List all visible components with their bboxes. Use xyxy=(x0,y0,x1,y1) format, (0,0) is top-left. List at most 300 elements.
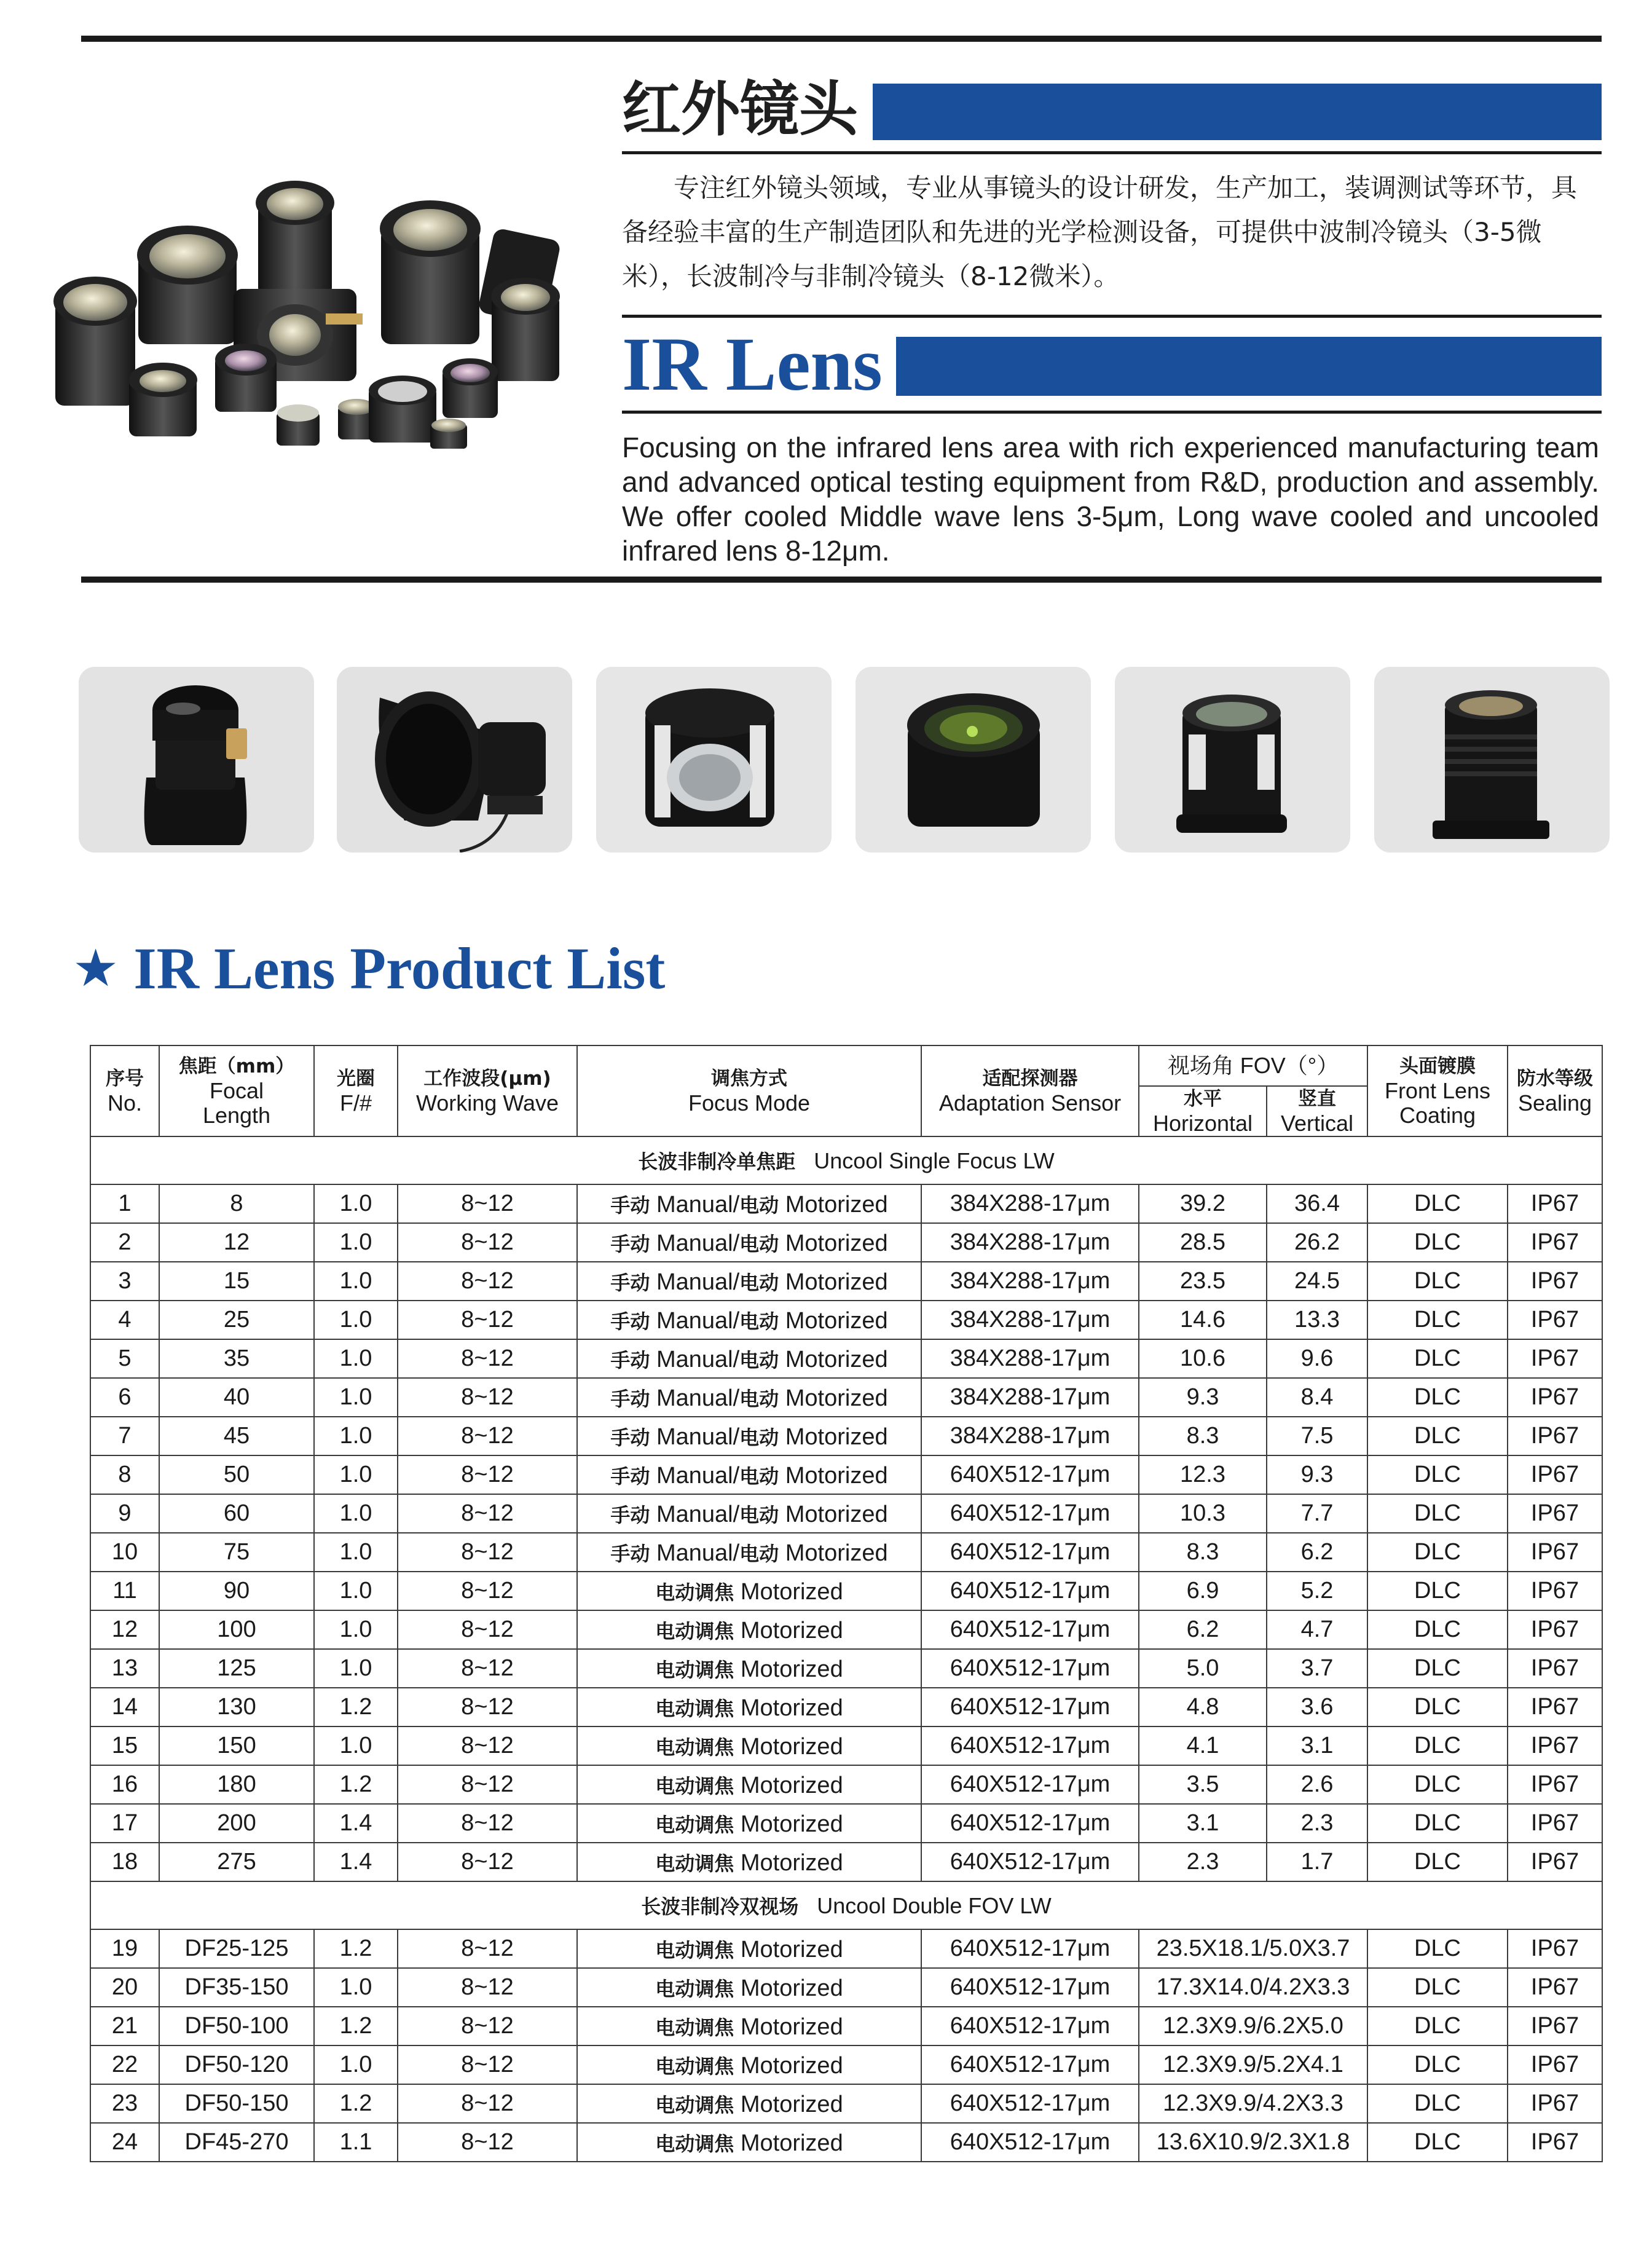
cell-focal: 275 xyxy=(159,1843,314,1881)
cell-no: 14 xyxy=(90,1688,159,1726)
cell-coating: DLC xyxy=(1367,1339,1508,1378)
cell-sealing: IP67 xyxy=(1508,1339,1602,1378)
cell-vertical: 4.7 xyxy=(1267,1610,1367,1649)
focus-cn-2: 电动 xyxy=(739,1387,779,1411)
cell-aperture: 1.0 xyxy=(314,1417,398,1455)
focus-cn: 电动调焦 xyxy=(655,2132,734,2156)
cell-sensor: 640X512-17μm xyxy=(921,1688,1139,1726)
cell-vertical: 8.4 xyxy=(1267,1378,1367,1417)
cell-sealing: IP67 xyxy=(1508,1417,1602,1455)
cell-horizontal: 2.3 xyxy=(1139,1843,1267,1881)
cell-wave: 8~12 xyxy=(398,1843,577,1881)
cell-sensor: 384X288-17μm xyxy=(921,1339,1139,1378)
cell-aperture: 1.2 xyxy=(314,2007,398,2045)
cell-vertical: 7.5 xyxy=(1267,1417,1367,1455)
focus-cn-2: 电动 xyxy=(739,1503,779,1527)
cell-coating: DLC xyxy=(1367,2045,1508,2084)
cell-focal: 12 xyxy=(159,1223,314,1262)
focus-cn: 手动 xyxy=(610,1503,650,1527)
cell-focal: 125 xyxy=(159,1649,314,1688)
cell-coating: DLC xyxy=(1367,1301,1508,1339)
cell-sensor: 640X512-17μm xyxy=(921,2123,1139,2162)
focus-en-2: Motorized xyxy=(785,1307,888,1334)
section-title-cn: 长波非制冷双视场 xyxy=(641,1895,799,1918)
cell-horizontal: 8.3 xyxy=(1139,1533,1267,1572)
focus-en-2: Motorized xyxy=(785,1462,888,1489)
cell-sealing: IP67 xyxy=(1508,1223,1602,1262)
table-row xyxy=(90,1726,1602,1765)
focus-cn: 电动调焦 xyxy=(655,1977,734,2001)
cell-wave: 8~12 xyxy=(398,1533,577,1572)
focus-en: Motorized xyxy=(740,1936,843,1963)
cell-focal: DF45-270 xyxy=(159,2123,314,2162)
cell-aperture: 1.0 xyxy=(314,1726,398,1765)
cell-sealing: IP67 xyxy=(1508,1572,1602,1610)
product-list-title-text: IR Lens Product List xyxy=(133,935,666,1001)
cell-no: 12 xyxy=(90,1610,159,1649)
cell-sealing: IP67 xyxy=(1508,1688,1602,1726)
cell-focal: 100 xyxy=(159,1610,314,1649)
cell-aperture: 1.0 xyxy=(314,1968,398,2007)
cell-sensor: 384X288-17μm xyxy=(921,1378,1139,1417)
cell-vertical: 1.7 xyxy=(1267,1843,1367,1881)
cell-sensor: 640X512-17μm xyxy=(921,1533,1139,1572)
cell-no: 2 xyxy=(90,1223,159,1262)
cell-horizontal: 6.2 xyxy=(1139,1610,1267,1649)
focus-en: Motorized xyxy=(740,1578,843,1605)
cell-horizontal: 3.1 xyxy=(1139,1804,1267,1843)
cell-coating: DLC xyxy=(1367,1765,1508,1804)
cell-sensor: 640X512-17μm xyxy=(921,1726,1139,1765)
cell-no: 1 xyxy=(90,1184,159,1223)
heading-en: IR Lens xyxy=(622,322,883,406)
cell-sensor: 640X512-17μm xyxy=(921,1649,1139,1688)
cell-fov: 13.6X10.9/2.3X1.8 xyxy=(1139,2123,1367,2162)
focus-en: Manual/ xyxy=(656,1269,740,1295)
table-row xyxy=(90,1572,1602,1610)
table-row xyxy=(90,2084,1602,2123)
cell-focus-mode xyxy=(577,1843,921,1881)
table-row xyxy=(90,1339,1602,1378)
cell-no: 7 xyxy=(90,1417,159,1455)
cell-sensor: 384X288-17μm xyxy=(921,1262,1139,1301)
focus-en-2: Motorized xyxy=(785,1346,888,1372)
cell-vertical: 5.2 xyxy=(1267,1572,1367,1610)
cell-focal: 75 xyxy=(159,1533,314,1572)
cell-coating: DLC xyxy=(1367,1378,1508,1417)
cell-focus-mode xyxy=(577,1301,921,1339)
cell-coating: DLC xyxy=(1367,2007,1508,2045)
paragraph-cn-divider xyxy=(622,315,1602,318)
focus-en: Motorized xyxy=(740,1656,843,1682)
focus-en: Motorized xyxy=(740,1695,843,1721)
cell-coating: DLC xyxy=(1367,1726,1508,1765)
cell-no: 24 xyxy=(90,2123,159,2162)
focus-en-2: Motorized xyxy=(785,1423,888,1450)
focus-cn: 电动调焦 xyxy=(655,1774,734,1798)
cell-fov: 12.3X9.9/5.2X4.1 xyxy=(1139,2045,1367,2084)
cell-vertical: 6.2 xyxy=(1267,1533,1367,1572)
table-row xyxy=(90,1455,1602,1494)
paragraph-en: Focusing on the infrared lens area with rich experienced manufacturing team and advanced optical testing equipment from R&D, production and assembly. We offer cooled Middle wave lens 3-5μm, Long wave cooled and uncooled infrared lens 8-12μm. xyxy=(622,431,1599,567)
cell-wave: 8~12 xyxy=(398,1339,577,1378)
table-row xyxy=(90,1378,1602,1417)
cell-sealing: IP67 xyxy=(1508,1649,1602,1688)
section-title-en: Uncool Double FOV LW xyxy=(817,1893,1052,1918)
heading-en-band xyxy=(896,337,1602,396)
cell-focus-mode xyxy=(577,1765,921,1804)
cell-sealing: IP67 xyxy=(1508,2084,1602,2123)
heading-cn-underline xyxy=(622,151,1602,154)
cell-sensor: 384X288-17μm xyxy=(921,1417,1139,1455)
cell-focal: DF50-100 xyxy=(159,2007,314,2045)
cell-vertical: 2.3 xyxy=(1267,1804,1367,1843)
table-row xyxy=(90,2007,1602,2045)
focus-en-2: Motorized xyxy=(785,1501,888,1527)
cell-sensor: 384X288-17μm xyxy=(921,1301,1139,1339)
cell-coating: DLC xyxy=(1367,1649,1508,1688)
cell-horizontal: 14.6 xyxy=(1139,1301,1267,1339)
cell-vertical: 2.6 xyxy=(1267,1765,1367,1804)
cell-aperture: 1.0 xyxy=(314,1378,398,1417)
cell-coating: DLC xyxy=(1367,1184,1508,1223)
focus-cn-2: 电动 xyxy=(739,1309,779,1333)
focus-cn: 手动 xyxy=(610,1541,650,1565)
header-no: 序号 No. xyxy=(90,1045,159,1136)
cell-vertical: 3.7 xyxy=(1267,1649,1367,1688)
header-vertical: 竖直 Vertical xyxy=(1267,1086,1367,1136)
product-photo-1 xyxy=(79,667,314,852)
cell-no: 11 xyxy=(90,1572,159,1610)
product-photo-5 xyxy=(1115,667,1350,852)
cell-focal: 50 xyxy=(159,1455,314,1494)
section-title-en: Uncool Single Focus LW xyxy=(814,1148,1055,1173)
cell-focus-mode xyxy=(577,2045,921,2084)
focus-en: Manual/ xyxy=(656,1307,740,1334)
cell-no: 15 xyxy=(90,1726,159,1765)
heading-en-underline xyxy=(622,411,1602,414)
cell-horizontal: 9.3 xyxy=(1139,1378,1267,1417)
focus-en: Manual/ xyxy=(656,1230,740,1256)
cell-sensor: 640X512-17μm xyxy=(921,1455,1139,1494)
table-row xyxy=(90,1843,1602,1881)
focus-en: Motorized xyxy=(740,1617,843,1644)
cell-aperture: 1.4 xyxy=(314,1804,398,1843)
lens-collage-image xyxy=(37,172,590,455)
focus-en: Manual/ xyxy=(656,1385,740,1411)
focus-en-2: Motorized xyxy=(785,1269,888,1295)
cell-sensor: 640X512-17μm xyxy=(921,2007,1139,2045)
header-focal: 焦距（mm） Focal Length xyxy=(159,1045,314,1136)
star-icon: ★ xyxy=(73,938,119,998)
cell-wave: 8~12 xyxy=(398,1649,577,1688)
cell-wave: 8~12 xyxy=(398,1804,577,1843)
cell-focal: DF50-150 xyxy=(159,2084,314,2123)
focus-cn: 电动调焦 xyxy=(655,1658,734,1682)
cell-fov: 23.5X18.1/5.0X3.7 xyxy=(1139,1929,1367,1968)
focus-cn: 手动 xyxy=(610,1464,650,1488)
cell-focus-mode xyxy=(577,1968,921,2007)
cell-no: 13 xyxy=(90,1649,159,1688)
cell-focal: 45 xyxy=(159,1417,314,1455)
cell-focus-mode xyxy=(577,2123,921,2162)
focus-en-2: Motorized xyxy=(785,1191,888,1218)
cell-sealing: IP67 xyxy=(1508,1968,1602,2007)
cell-no: 20 xyxy=(90,1968,159,2007)
cell-sealing: IP67 xyxy=(1508,1929,1602,1968)
cell-wave: 8~12 xyxy=(398,1223,577,1262)
cell-coating: DLC xyxy=(1367,1455,1508,1494)
focus-cn: 电动调焦 xyxy=(655,1851,734,1875)
cell-focus-mode xyxy=(577,1572,921,1610)
cell-focus-mode xyxy=(577,1804,921,1843)
cell-focus-mode xyxy=(577,1533,921,1572)
cell-sensor: 640X512-17μm xyxy=(921,1494,1139,1533)
cell-wave: 8~12 xyxy=(398,1184,577,1223)
table-row xyxy=(90,1610,1602,1649)
cell-horizontal: 10.6 xyxy=(1139,1339,1267,1378)
focus-en: Motorized xyxy=(740,2130,843,2156)
cell-focus-mode xyxy=(577,1339,921,1378)
cell-aperture: 1.0 xyxy=(314,1262,398,1301)
cell-focus-mode xyxy=(577,1726,921,1765)
focus-en-2: Motorized xyxy=(785,1230,888,1256)
section-title xyxy=(90,1136,1602,1184)
cell-coating: DLC xyxy=(1367,2123,1508,2162)
cell-no: 19 xyxy=(90,1929,159,1968)
cell-focus-mode xyxy=(577,1184,921,1223)
cell-coating: DLC xyxy=(1367,1804,1508,1843)
cell-no: 10 xyxy=(90,1533,159,1572)
focus-cn-2: 电动 xyxy=(739,1464,779,1488)
paragraph-cn xyxy=(622,166,1599,299)
focus-en: Manual/ xyxy=(656,1501,740,1527)
cell-no: 18 xyxy=(90,1843,159,1881)
cell-vertical: 24.5 xyxy=(1267,1262,1367,1301)
cell-sensor: 640X512-17μm xyxy=(921,2045,1139,2084)
cell-focal: 130 xyxy=(159,1688,314,1726)
focus-en-2: Motorized xyxy=(785,1540,888,1566)
focus-cn: 电动调焦 xyxy=(655,1813,734,1837)
cell-sealing: IP67 xyxy=(1508,2007,1602,2045)
cell-focal: 15 xyxy=(159,1262,314,1301)
table-row xyxy=(90,1804,1602,1843)
focus-cn: 手动 xyxy=(610,1387,650,1411)
focus-cn: 手动 xyxy=(610,1348,650,1372)
cell-aperture: 1.2 xyxy=(314,1929,398,1968)
header-focus: 调焦方式 Focus Mode xyxy=(577,1045,921,1136)
cell-aperture: 1.4 xyxy=(314,1843,398,1881)
focus-cn: 手动 xyxy=(610,1193,650,1217)
cell-focal: 8 xyxy=(159,1184,314,1223)
cell-vertical: 9.3 xyxy=(1267,1455,1367,1494)
focus-cn: 电动调焦 xyxy=(655,2093,734,2117)
focus-cn: 电动调焦 xyxy=(655,1619,734,1643)
focus-en: Motorized xyxy=(740,1733,843,1760)
heading-cn-band xyxy=(873,84,1602,140)
section-title-cn: 长波非制冷单焦距 xyxy=(638,1150,796,1173)
focus-en: Manual/ xyxy=(656,1191,740,1218)
cell-wave: 8~12 xyxy=(398,2007,577,2045)
cell-wave: 8~12 xyxy=(398,1968,577,2007)
cell-wave: 8~12 xyxy=(398,1301,577,1339)
cell-sensor: 640X512-17μm xyxy=(921,1610,1139,1649)
cell-focal: 180 xyxy=(159,1765,314,1804)
table-row xyxy=(90,2045,1602,2084)
cell-horizontal: 3.5 xyxy=(1139,1765,1267,1804)
table-row xyxy=(90,1688,1602,1726)
section-header-row xyxy=(90,1881,1602,1929)
focus-en: Motorized xyxy=(740,1772,843,1798)
cell-no: 4 xyxy=(90,1301,159,1339)
cell-aperture: 1.0 xyxy=(314,1533,398,1572)
cell-aperture: 1.2 xyxy=(314,2084,398,2123)
cell-sensor: 384X288-17μm xyxy=(921,1223,1139,1262)
cell-focus-mode xyxy=(577,1688,921,1726)
cell-vertical: 9.6 xyxy=(1267,1339,1367,1378)
cell-vertical: 7.7 xyxy=(1267,1494,1367,1533)
cell-aperture: 1.2 xyxy=(314,1688,398,1726)
cell-vertical: 13.3 xyxy=(1267,1301,1367,1339)
focus-cn: 手动 xyxy=(610,1232,650,1256)
cell-coating: DLC xyxy=(1367,1929,1508,1968)
cell-focal: 25 xyxy=(159,1301,314,1339)
focus-cn-2: 电动 xyxy=(739,1541,779,1565)
cell-focal: DF35-150 xyxy=(159,1968,314,2007)
cell-coating: DLC xyxy=(1367,1494,1508,1533)
cell-wave: 8~12 xyxy=(398,2084,577,2123)
cell-sensor: 384X288-17μm xyxy=(921,1184,1139,1223)
cell-sensor: 640X512-17μm xyxy=(921,1843,1139,1881)
table-row xyxy=(90,1223,1602,1262)
table-row xyxy=(90,1184,1602,1223)
table-row xyxy=(90,1765,1602,1804)
focus-cn: 手动 xyxy=(610,1425,650,1449)
cell-wave: 8~12 xyxy=(398,1455,577,1494)
table-row xyxy=(90,1649,1602,1688)
header-coating: 头面镀膜 Front Lens Coating xyxy=(1367,1045,1508,1136)
cell-sealing: IP67 xyxy=(1508,1262,1602,1301)
cell-coating: DLC xyxy=(1367,1688,1508,1726)
cell-focal: 60 xyxy=(159,1494,314,1533)
cell-wave: 8~12 xyxy=(398,2045,577,2084)
cell-sealing: IP67 xyxy=(1508,1843,1602,1881)
cell-coating: DLC xyxy=(1367,1417,1508,1455)
cell-no: 21 xyxy=(90,2007,159,2045)
cell-sealing: IP67 xyxy=(1508,1184,1602,1223)
focus-en: Motorized xyxy=(740,2014,843,2040)
cell-aperture: 1.2 xyxy=(314,1765,398,1804)
cell-focal: DF50-120 xyxy=(159,2045,314,2084)
cell-focus-mode xyxy=(577,1262,921,1301)
cell-no: 16 xyxy=(90,1765,159,1804)
cell-no: 5 xyxy=(90,1339,159,1378)
focus-cn-2: 电动 xyxy=(739,1270,779,1294)
focus-cn: 手动 xyxy=(610,1309,650,1333)
cell-aperture: 1.0 xyxy=(314,1301,398,1339)
cell-sealing: IP67 xyxy=(1508,2045,1602,2084)
cell-aperture: 1.0 xyxy=(314,1572,398,1610)
focus-cn: 电动调焦 xyxy=(655,2054,734,2078)
top-rule xyxy=(81,36,1602,42)
cell-focus-mode xyxy=(577,1455,921,1494)
cell-sealing: IP67 xyxy=(1508,1378,1602,1417)
cell-aperture: 1.0 xyxy=(314,1184,398,1223)
header-wave: 工作波段(μm) Working Wave xyxy=(398,1045,577,1136)
cell-focus-mode xyxy=(577,1494,921,1533)
cell-wave: 8~12 xyxy=(398,2123,577,2162)
focus-en: Motorized xyxy=(740,1975,843,2001)
cell-focal: DF25-125 xyxy=(159,1929,314,1968)
cell-no: 9 xyxy=(90,1494,159,1533)
cell-sealing: IP67 xyxy=(1508,1455,1602,1494)
ir-lens-spec-table xyxy=(90,1045,1603,2162)
product-photo-4 xyxy=(856,667,1091,852)
cell-horizontal: 5.0 xyxy=(1139,1649,1267,1688)
cell-vertical: 26.2 xyxy=(1267,1223,1367,1262)
cell-sensor: 640X512-17μm xyxy=(921,1765,1139,1804)
cell-wave: 8~12 xyxy=(398,1378,577,1417)
cell-coating: DLC xyxy=(1367,1610,1508,1649)
cell-fov: 17.3X14.0/4.2X3.3 xyxy=(1139,1968,1367,2007)
header-fov: 视场角 FOV（°） xyxy=(1139,1045,1367,1086)
cell-wave: 8~12 xyxy=(398,1726,577,1765)
cell-sealing: IP67 xyxy=(1508,1726,1602,1765)
table-row xyxy=(90,1417,1602,1455)
focus-en: Manual/ xyxy=(656,1462,740,1489)
cell-horizontal: 23.5 xyxy=(1139,1262,1267,1301)
cell-fov: 12.3X9.9/4.2X3.3 xyxy=(1139,2084,1367,2123)
focus-en: Motorized xyxy=(740,1811,843,1837)
focus-en: Manual/ xyxy=(656,1540,740,1566)
header-sealing: 防水等级 Sealing xyxy=(1508,1045,1602,1136)
cell-sensor: 640X512-17μm xyxy=(921,1968,1139,2007)
cell-sealing: IP67 xyxy=(1508,1533,1602,1572)
cell-wave: 8~12 xyxy=(398,1610,577,1649)
cell-sensor: 640X512-17μm xyxy=(921,1804,1139,1843)
cell-focus-mode xyxy=(577,1929,921,1968)
cell-horizontal: 6.9 xyxy=(1139,1572,1267,1610)
cell-horizontal: 39.2 xyxy=(1139,1184,1267,1223)
table-row xyxy=(90,1929,1602,1968)
cell-coating: DLC xyxy=(1367,1572,1508,1610)
focus-cn: 电动调焦 xyxy=(655,1580,734,1604)
focus-cn-2: 电动 xyxy=(739,1425,779,1449)
cell-wave: 8~12 xyxy=(398,1494,577,1533)
cell-sealing: IP67 xyxy=(1508,1804,1602,1843)
product-list-title xyxy=(73,925,665,1011)
cell-aperture: 1.0 xyxy=(314,1455,398,1494)
cell-focus-mode xyxy=(577,2084,921,2123)
product-photo-2 xyxy=(337,667,572,852)
cell-aperture: 1.0 xyxy=(314,1649,398,1688)
cell-no: 17 xyxy=(90,1804,159,1843)
cell-horizontal: 12.3 xyxy=(1139,1455,1267,1494)
table-row xyxy=(90,1968,1602,2007)
header-sensor: 适配探测器 Adaptation Sensor xyxy=(921,1045,1139,1136)
cell-aperture: 1.0 xyxy=(314,1494,398,1533)
cell-wave: 8~12 xyxy=(398,1417,577,1455)
cell-horizontal: 28.5 xyxy=(1139,1223,1267,1262)
cell-coating: DLC xyxy=(1367,1262,1508,1301)
cell-no: 6 xyxy=(90,1378,159,1417)
cell-focus-mode xyxy=(577,1417,921,1455)
cell-sealing: IP67 xyxy=(1508,1301,1602,1339)
cell-aperture: 1.0 xyxy=(314,1223,398,1262)
table-row xyxy=(90,1262,1602,1301)
cell-focal: 200 xyxy=(159,1804,314,1843)
cell-focus-mode xyxy=(577,1223,921,1262)
